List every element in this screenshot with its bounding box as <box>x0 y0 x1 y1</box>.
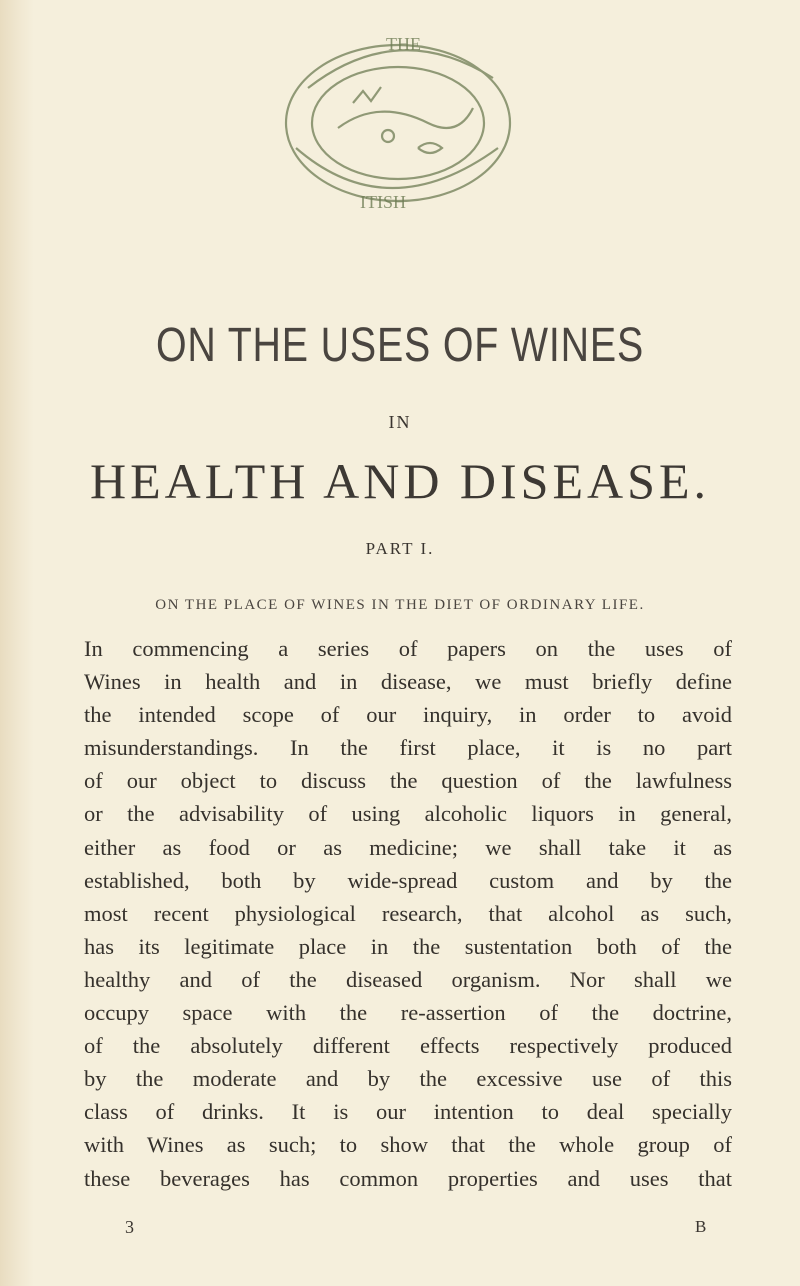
body-line: of the absolutely different effects respectively produced <box>84 1033 732 1059</box>
in-line: IN <box>388 412 412 432</box>
body-line: Wines in health and in disease, we must briefly define <box>84 669 732 695</box>
part-label: PART I. <box>365 539 435 558</box>
chapter-subtitle: ON THE PLACE OF WINES IN THE DIET OF ORDINARY LIFE. <box>155 597 645 613</box>
body-line: with Wines as such; to show that the whole group of <box>84 1132 732 1158</box>
title-line: ON THE USES OF WINES <box>155 319 645 372</box>
body-line: misunderstandings. In the first place, it is no part <box>84 735 732 761</box>
body-line: occupy space with the re-assertion of the doctrine, <box>84 1000 732 1026</box>
stamp-seal-icon <box>268 28 528 218</box>
body-line: class of drinks. It is our intention to deal specially <box>84 1099 732 1125</box>
body-line: of our object to discuss the question of the lawfulness <box>84 768 732 794</box>
body-paragraph <box>84 632 732 1195</box>
body-line: established, both by wide-spread custom and by the <box>84 867 732 893</box>
body-line: by the moderate and by the excessive use of this <box>84 1066 732 1092</box>
body-line: either as food or as medicine; we shall take it as <box>84 834 732 860</box>
main-title: HEALTH AND DISEASE. <box>90 453 710 509</box>
signature-mark-left: 3 <box>125 1217 134 1237</box>
stamp-top-text: THE <box>386 34 421 54</box>
body-line: has its legitimate place in the sustentation both of the <box>84 933 732 959</box>
body-line: or the advisability of using alcoholic liquors in general, <box>84 801 732 827</box>
body-line: the intended scope of our inquiry, in order to avoid <box>84 702 732 728</box>
signature-mark-right: B <box>695 1217 707 1236</box>
body-line: healthy and of the diseased organism. Nor shall we <box>84 966 732 992</box>
stamp-bottom-text: ITISH <box>360 192 406 212</box>
body-line: these beverages has common properties and uses that <box>84 1165 732 1191</box>
library-stamp <box>268 28 528 218</box>
body-line: In commencing a series of papers on the uses of <box>84 636 732 661</box>
page-edge-shadow <box>0 0 34 1286</box>
body-line: most recent physiological research, that alcohol as such, <box>84 900 732 926</box>
